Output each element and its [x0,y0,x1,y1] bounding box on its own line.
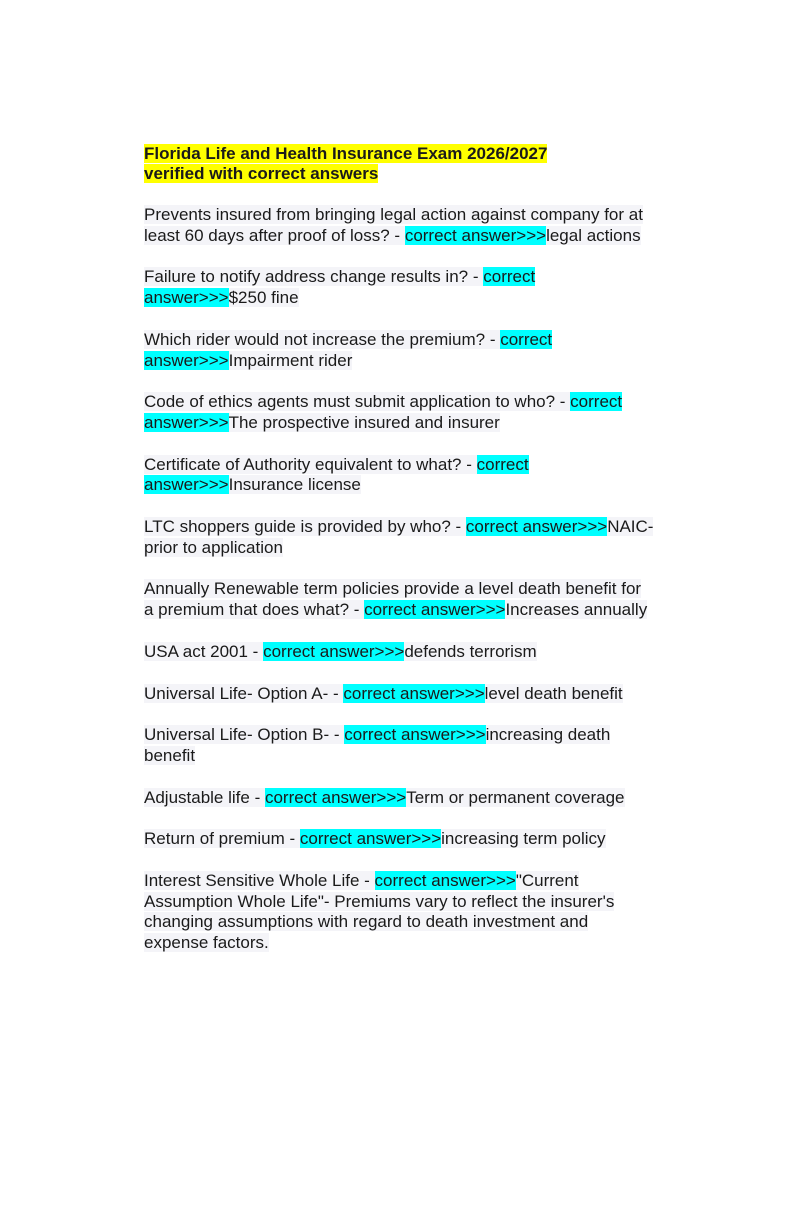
question-text: Which rider would not increase the premium? - [144,329,501,349]
qa-item [144,725,654,766]
question-text: LTC shoppers guide is provided by who? - [144,517,466,537]
qa-item [144,829,654,850]
correct-answer-label: correct answer>>> [344,725,486,745]
answer-text: increasing term policy [441,829,606,849]
qa-item [144,205,654,246]
correct-answer-label: correct answer>>> [144,454,529,495]
question-text: Adjustable life - [144,787,265,807]
answer-text: legal actions [546,225,641,245]
answer-text: Impairment rider [228,350,353,370]
title-line-1: Florida Life and Health Insurance Exam 2026/2027 [144,144,548,163]
answer-text: $250 fine [228,288,299,308]
qa-item [144,267,654,308]
correct-answer-label: correct answer>>> [404,225,547,245]
correct-answer-label: correct answer>>> [465,517,608,537]
question-text: Code of ethics agents must submit application to who? - [144,392,571,412]
document-page [144,144,654,975]
correct-answer-label: correct answer>>> [374,871,516,891]
answer-text: level death benefit [484,683,623,703]
question-text: Certificate of Authority equivalent to what? - [144,454,477,474]
correct-answer-label: correct answer>>> [264,787,407,807]
qa-item [144,330,654,371]
document-title [144,144,654,184]
qa-item [144,455,654,496]
answer-text: increasing death benefit [144,725,611,765]
question-text: Return of premium - [144,829,300,849]
qa-item [144,684,654,705]
question-text: Interest Sensitive Whole Life - [144,871,375,891]
answer-text: NAIC- prior to application [144,517,654,557]
answer-text: Term or permanent coverage [406,787,625,807]
question-text: Prevents insured from bringing legal action against company for at least 60 days after proof of loss? - [144,205,643,245]
answer-text: Increases annually [505,600,648,620]
answer-text: defends terrorism [404,641,537,661]
answer-text: "Current Assumption Whole Life"- Premiums vary to reflect the insurer's changing assumptions with regard to death investment and expense factors. [144,871,615,953]
question-text: USA act 2001 - [144,641,264,661]
title-line-2: verified with correct answers [144,164,379,183]
correct-answer-label: correct answer>>> [144,329,553,370]
qa-item [144,871,654,954]
question-text: Annually Renewable term policies provide a level death benefit for a premium that does what? - [144,579,642,620]
qa-item [144,517,654,558]
qa-item [144,579,654,620]
qa-item [144,392,654,433]
correct-answer-label: correct answer>>> [299,829,442,849]
correct-answer-label: correct answer>>> [364,600,506,620]
correct-answer-label: correct answer>>> [144,267,536,308]
qa-item [144,788,654,809]
question-text: Universal Life- Option B- - [144,725,345,745]
answer-text: The prospective insured and insurer [228,412,500,432]
question-text: Failure to notify address change results in? - [144,267,484,287]
correct-answer-label: correct answer>>> [343,683,485,703]
question-text: Universal Life- Option A- - [144,683,344,703]
correct-answer-label: correct answer>>> [263,641,405,661]
answer-text: Insurance license [228,475,361,495]
qa-item [144,642,654,663]
correct-answer-label: correct answer>>> [144,392,623,432]
